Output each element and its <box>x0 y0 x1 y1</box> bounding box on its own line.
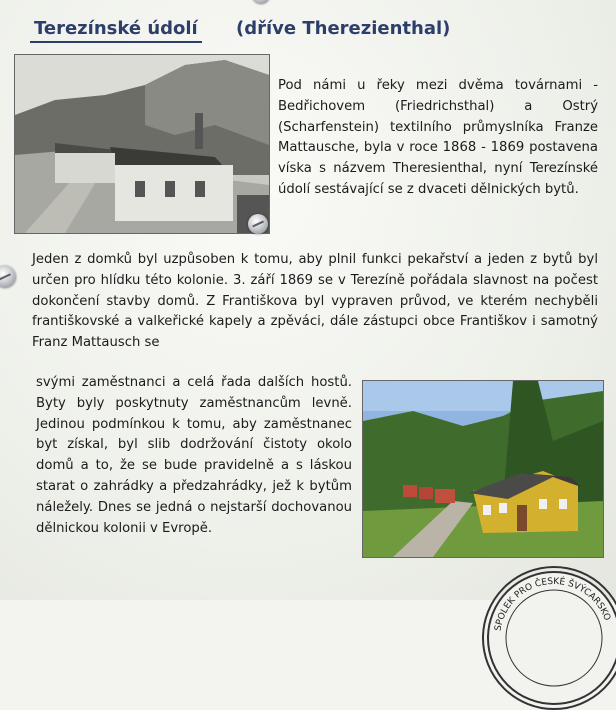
historic-photo <box>14 54 270 234</box>
mounting-screw <box>0 266 16 288</box>
intro-paragraph: Pod námi u řeky mezi dvěma továrnami - Bedřichovem (Friedrichsthal) a Ostrý (Scharfenstein) textilního průmyslníka Franze Mattausche, byla v roce 1868 - 1869 postavena víska s názvem Theresienthal, nyní Terezínské údolí sestávající se z dvaceti dělnických bytů. <box>278 78 598 197</box>
board-title <box>30 18 606 46</box>
association-seal <box>482 566 616 710</box>
page-subtitle: (dříve Therezienthal) <box>236 18 451 39</box>
mounting-screw <box>252 0 270 4</box>
seal-text: SPOLEK PRO ČESKÉ ŠVÝCARSKO <box>493 576 612 632</box>
mounting-screw <box>248 214 268 234</box>
history-paragraph: Jeden z domků byl uzpůsoben k tomu, aby plnil funkci pekařství a jeden z bytů byl určen pro hlídku této kolonie. 3. září 1869 se v Terezíně pořádala slavnost na počest dokončení stavby domů. Z Františkova byl vypraven průvod, ve kterém nechyběli františkovské a valkeřické kapely a zpěváci, dále zástupci obce Františkov i samotný Franz Mattausch se <box>32 252 598 351</box>
modern-photo <box>362 380 604 558</box>
closing-paragraph: svými zaměstnanci a celá řada dalších hostů. Byty byly poskytnuty zaměstnancům levně. Jedinou podmínkou k tomu, aby zaměstnanec byt získal, byl slib dodržování čistoty okolo domů a to, že se bude pravidelně a s láskou starat o zahrádky a předzahrádky, jež k bytům náležely. Dnes se jedná o nejstarší dochovanou dělnickou kolonii v Evropě. <box>36 375 352 536</box>
page-title: Terezínské údolí <box>30 18 202 43</box>
